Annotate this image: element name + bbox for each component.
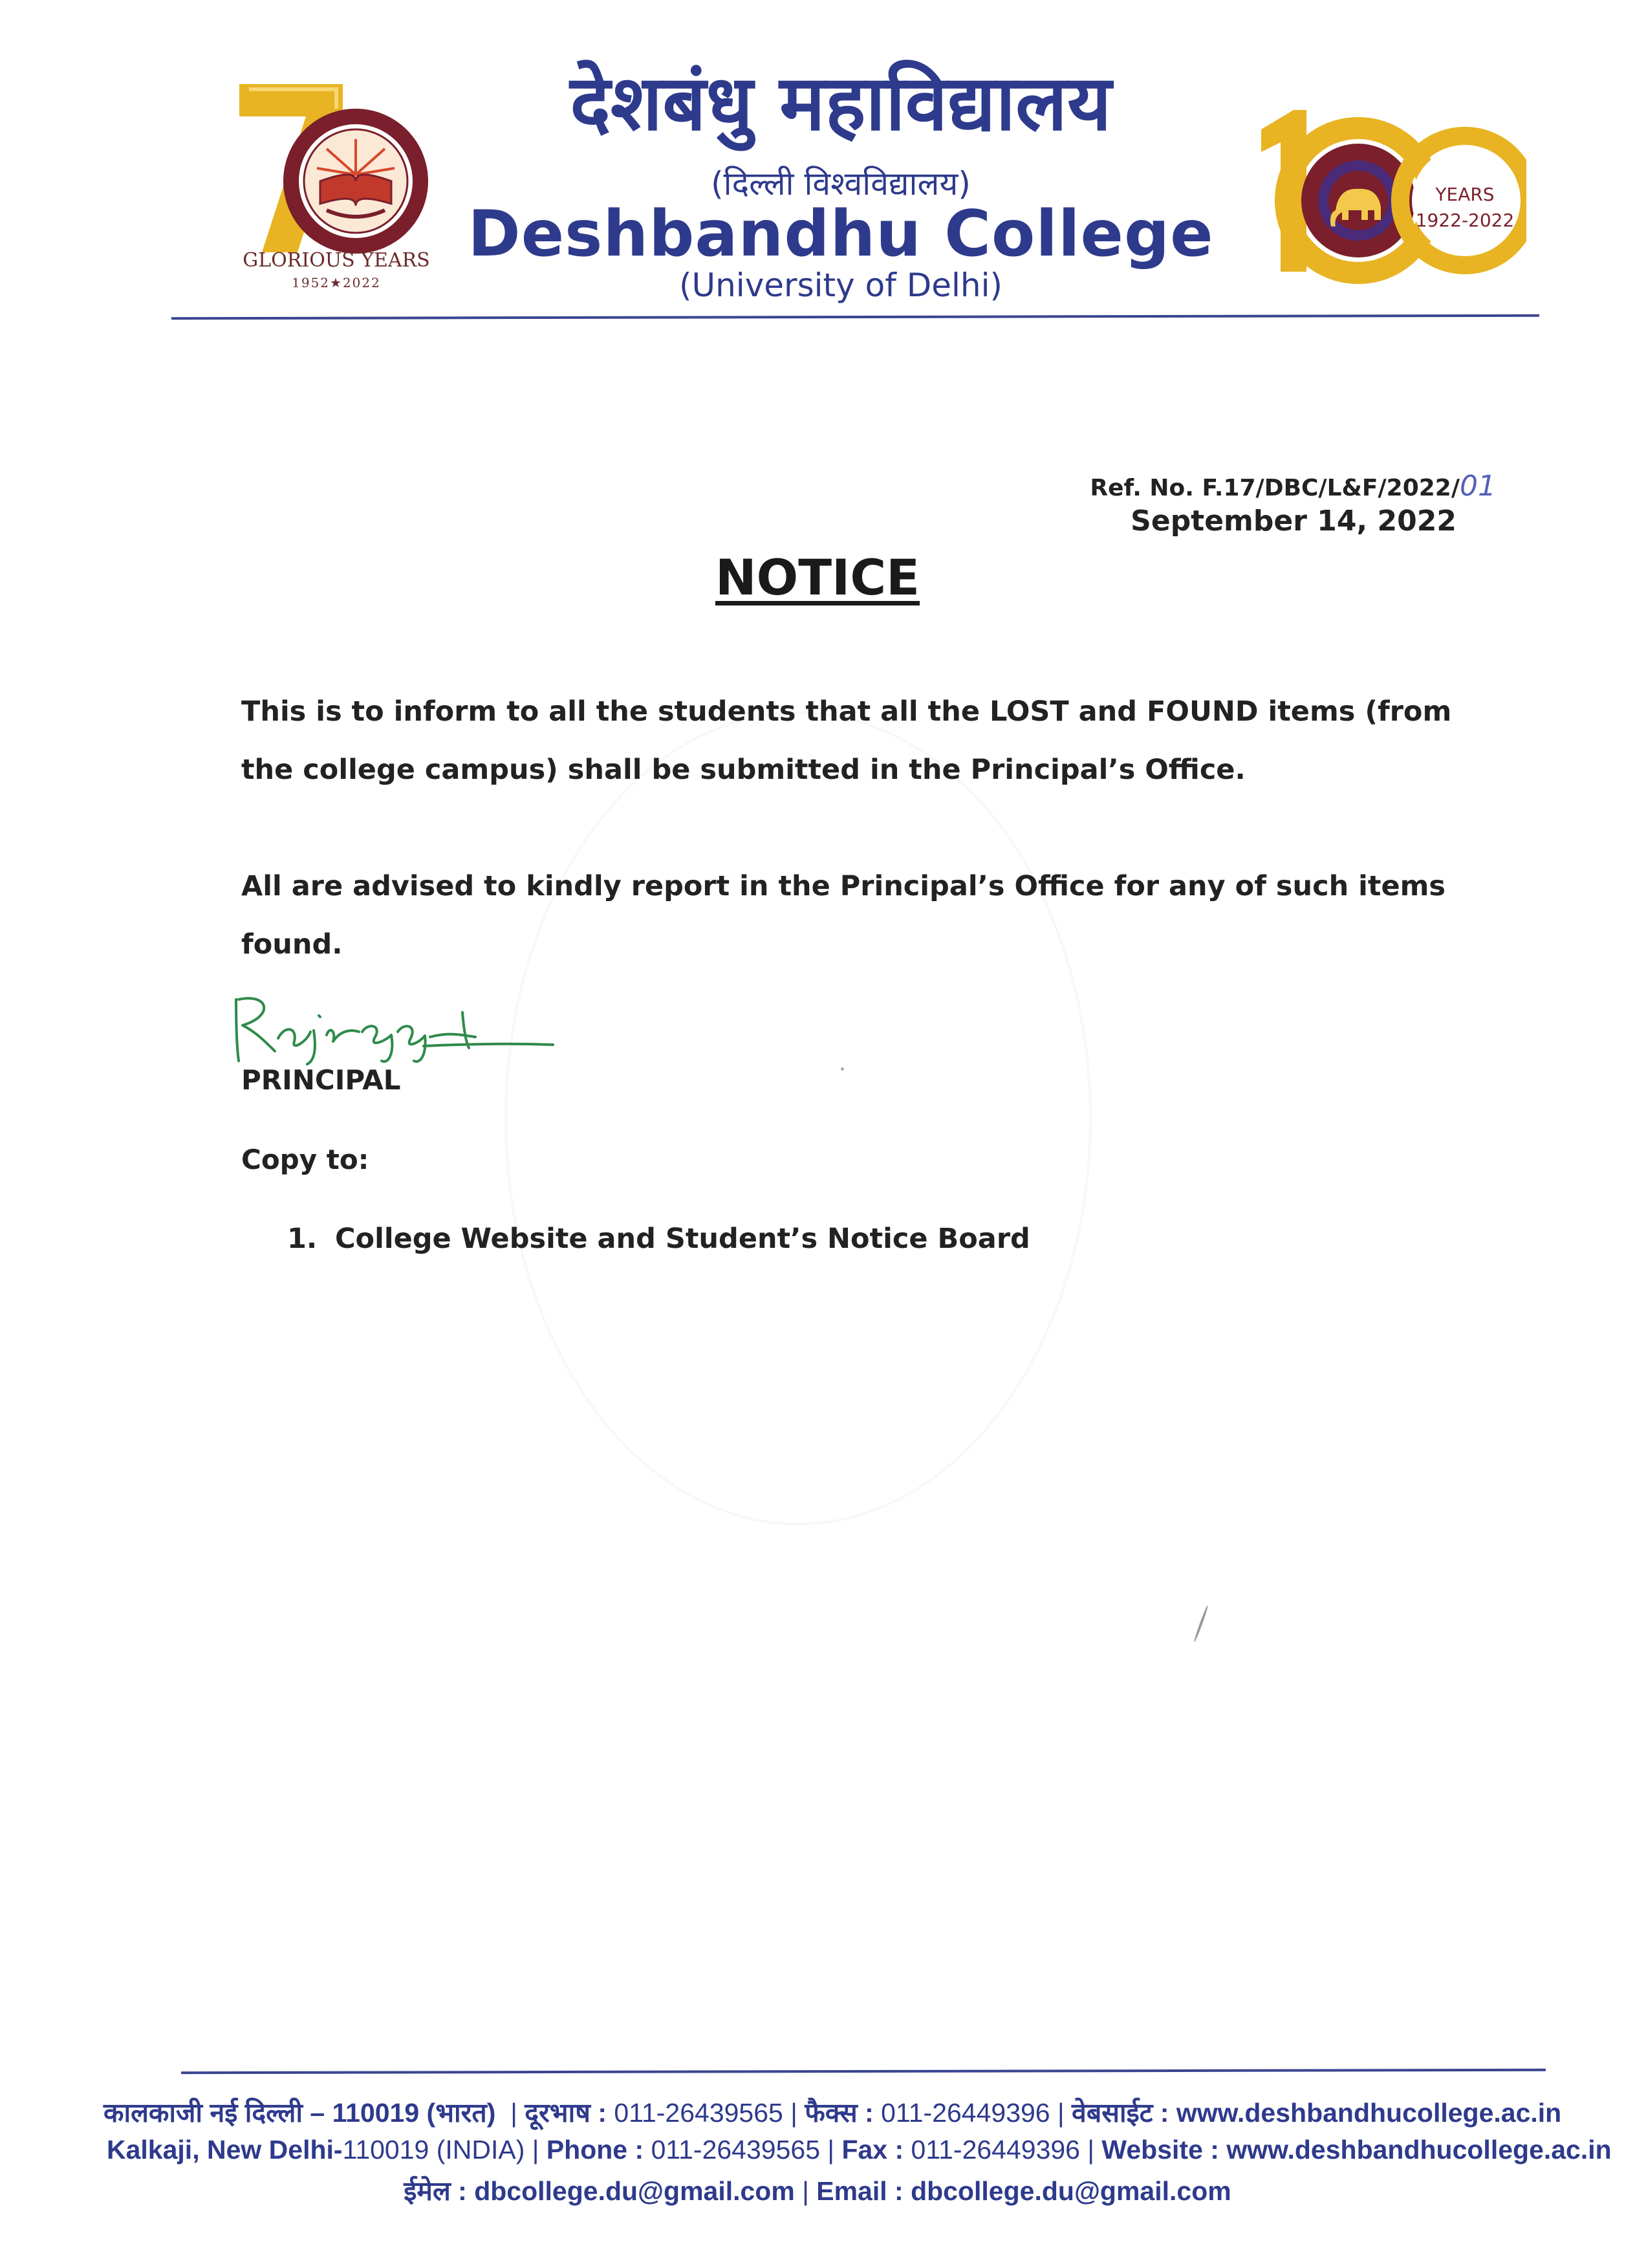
logo-caption: GLORIOUS YEARS: [243, 249, 430, 272]
university-name-english: (University of Delhi): [679, 267, 1002, 304]
centenary-years-range: 1922-2022: [1415, 210, 1515, 231]
footer-website-link[interactable]: www.deshbandhucollege.ac.in: [1226, 2135, 1612, 2164]
footer-phone-hindi: 011-26439565: [614, 2098, 783, 2128]
scan-speck: [841, 1067, 844, 1071]
copy-to-item: [287, 1223, 1030, 1255]
footer-website-link-hindi[interactable]: www.deshbandhucollege.ac.in: [1176, 2098, 1562, 2128]
footer-address-hindi: कालकाजी नई दिल्ली – 110019 (भारत): [103, 2098, 496, 2128]
centenary-logo-graphic: [1255, 104, 1526, 291]
scan-mark: [1193, 1605, 1209, 1642]
footer-web-label-hindi: वेबसाईट :: [1072, 2098, 1169, 2128]
footer-line-hindi: कालकाजी नई दिल्ली – 110019 (भारत) | दूरभाष : 011-26439565 | फैक्स : 011-26449396 | वेबसाईट : www.deshbandhucollege.ac.in: [103, 2098, 1562, 2128]
footer-fax-label-hindi: फैक्स :: [805, 2098, 874, 2128]
watermark-seal: [504, 712, 1092, 1525]
footer-line-email: ईमेल : dbcollege.du@gmail.com | Email : dbcollege.du@gmail.com: [404, 2176, 1231, 2206]
principal-signature: [230, 980, 566, 1071]
signature-graphic: [230, 980, 566, 1071]
notice-paragraph-1: This is to inform to all the students that all the LOST and FOUND items (from the college campus) shall be submitted in the Principal’s Office.: [241, 695, 1452, 786]
footer-fax-label: Fax :: [841, 2135, 904, 2164]
footer-email-label: Email :: [816, 2176, 904, 2206]
signatory-title: PRINCIPAL: [241, 1064, 401, 1096]
copy-to-label: Copy to:: [241, 1144, 369, 1175]
notice-heading: NOTICE: [715, 549, 920, 606]
copy-to-item-number: 1.: [287, 1223, 318, 1255]
footer-email-label-hindi: ईमेल :: [404, 2176, 467, 2206]
notice-paragraph-2: All are advised to kindly report in the Principal’s Office for any of such items found.: [241, 870, 1446, 961]
footer-line-english: Kalkaji, New Delhi-110019 (INDIA) | Phone : 011-26439565 | Fax : 011-26449396 | Website : www.deshbandhucollege.ac.in: [107, 2135, 1612, 2164]
footer-phone-label-hindi: दूरभाष :: [525, 2098, 607, 2128]
footer-phone: 011-26439565: [651, 2135, 820, 2164]
footer-email[interactable]: dbcollege.du@gmail.com: [911, 2176, 1231, 2206]
reference-number-text: Ref. No. F.17/DBC/L&F/2022/: [1090, 475, 1460, 501]
footer-email-hindi[interactable]: dbcollege.du@gmail.com: [474, 2176, 795, 2206]
footer-phone-label: Phone :: [546, 2135, 644, 2164]
footer-web-label: Website :: [1101, 2135, 1219, 2164]
reference-number-handwritten: 01: [1460, 470, 1496, 503]
footer-divider: [181, 2069, 1546, 2074]
notice-date: September 14, 2022: [1131, 505, 1456, 538]
footer-pin-english: 110019 (INDIA): [342, 2135, 525, 2164]
college-name-english: Deshbandhu College: [468, 197, 1214, 271]
copy-to-item-text: College Website and Student’s Notice Board: [335, 1223, 1030, 1255]
footer-address-english: Kalkaji, New Delhi-: [107, 2135, 343, 2164]
footer-fax: 011-26449396: [911, 2135, 1080, 2164]
centenary-logo: [1255, 104, 1526, 291]
footer-fax-hindi: 011-26449396: [881, 2098, 1050, 2128]
header-divider: [171, 314, 1539, 320]
university-name-hindi: (दिल्ली विश्वविद्यालय): [711, 165, 971, 202]
centenary-years-label: YEARS: [1435, 184, 1495, 205]
college-name-hindi: देशबंधु महाविद्यालय: [570, 58, 1112, 147]
logo-years: 1952★2022: [292, 275, 381, 290]
reference-number: [1090, 470, 1496, 503]
